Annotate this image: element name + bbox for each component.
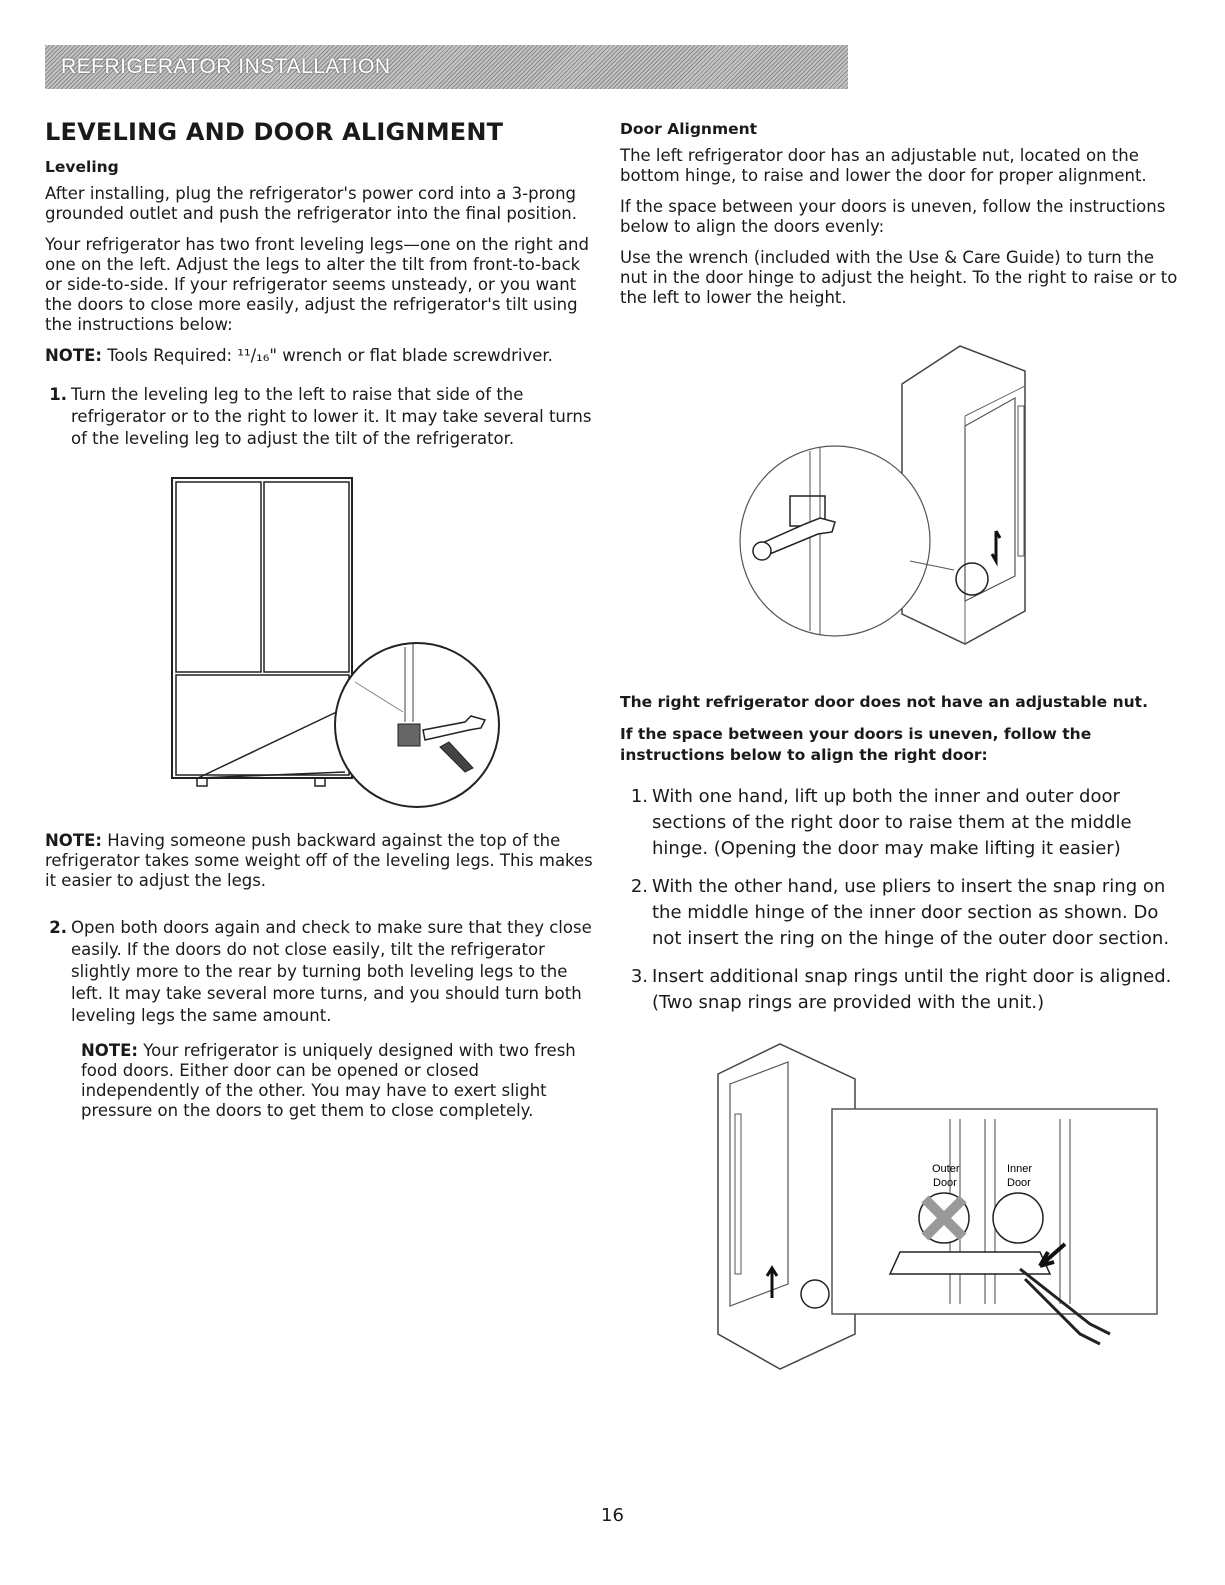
outer-door-label-2: Door [933,1177,957,1189]
left-door [176,482,261,672]
note-text: Having someone push backward against the top of the refrigerator takes some weight off of the leveling legs. This makes it easier to adjust the legs. [45,831,593,890]
note-fresh-food-doors [81,1041,600,1121]
right-door-steps [620,784,1180,1016]
step-number: 1. [630,786,648,807]
step-number: 3. [630,966,648,987]
step-text: With the other hand, use pliers to insert the snap ring on the middle hinge of the inner door section as shown. Do not insert the ring on the hinge of the outer door section. [652,876,1170,949]
inner-door-label-1: Inner [1007,1163,1033,1175]
note-label: NOTE: [45,831,102,850]
hinge-highlight-circle [956,563,988,595]
up-arrow-icon [767,1268,777,1298]
step-number: 2. [630,876,648,897]
door-alignment-subheading: Door Alignment [620,120,758,138]
note-label: NOTE: [45,346,102,365]
page-heading: LEVELING AND DOOR ALIGNMENT [45,118,504,146]
right-step-2 [620,874,1180,952]
left-column [45,110,600,1132]
right-door-note: The right refrigerator door does not have an adjustable nut. [620,693,1148,711]
hinge-highlight-circle [801,1280,829,1308]
door-hinge-nut-figure [620,326,1180,656]
leg-left [197,778,207,786]
section-banner [45,45,848,89]
step-number: 1. [49,385,67,404]
cross-mark-icon [919,1193,969,1243]
right-door [264,482,349,672]
banner-title: REFRIGERATOR INSTALLATION [61,55,391,78]
circle-mark-icon [993,1193,1043,1243]
step-text: Turn the leveling leg to the left to raise that side of the refrigerator or to the right to lower it. It may take several turns of the leveling leg to adjust the tilt of the refrigerator. [71,385,592,448]
step-text: Insert additional snap rings until the right door is aligned. (Two snap rings are provided with the unit.) [652,966,1172,1013]
right-step-1 [620,784,1180,862]
leveling-leg-figure [45,472,600,817]
note-text: Tools Required: ¹¹/₁₆" wrench or flat blade screwdriver. [101,346,553,365]
right-step-3 [620,964,1180,1016]
door-handle [1018,406,1024,556]
note-label: NOTE: [81,1041,138,1060]
right-door [730,1062,788,1306]
step-number: 2. [49,918,67,937]
right-column [620,110,1180,1374]
leveling-leg-icon [398,724,420,746]
alignment-para-1: The left refrigerator door has an adjustable nut, located on the bottom hinge, to raise and lower the door for proper alignment. [620,146,1147,185]
inner-door-label-2: Door [1007,1177,1031,1189]
note-tools [45,346,600,366]
freezer-drawer [176,675,349,775]
leveling-para-1: After installing, plug the refrigerator's power cord into a 3-prong grounded outlet and push the refrigerator into the final position. [45,184,577,223]
leg-right [315,778,325,786]
left-door [965,398,1015,601]
leveling-para-2: Your refrigerator has two front leveling legs—one on the right and one on the left. Adjust the legs to alter the tilt from front-to-back or side-to-side. If your refrigerator seems unsteady, or you want the doors to close more easily, adjust the refrigerator's tilt using the instructions below: [45,235,589,334]
outer-door-label-1: Outer [932,1163,960,1175]
fridge-outline [172,478,352,778]
page-number: 16 [601,1505,624,1526]
note-text: Your refrigerator is uniquely designed with two fresh food doors. Either door can be opened or closed independently of the other. You may have to exert slight pressure on the doors to get them to close completely. [81,1041,576,1120]
note-push-back [45,831,600,891]
leveling-subheading: Leveling [45,158,119,176]
right-door-instructions-intro: If the space between your doors is uneven, follow the instructions below to align the right door: [620,725,1092,764]
hinge-icon [890,1252,1050,1274]
step-1 [45,384,600,450]
snap-ring-figure [620,1034,1180,1374]
alignment-para-3: Use the wrench (included with the Use & Care Guide) to turn the nut in the door hinge to adjust the height. To the right to raise or to the left to lower the height. [620,248,1178,307]
door-handle [735,1114,741,1274]
fridge-outline [902,346,1025,644]
alignment-para-2: If the space between your doors is uneven, follow the instructions below to align the doors evenly: [620,197,1166,236]
up-arrow-icon [992,531,1000,561]
step-2 [45,917,600,1027]
step-text: Open both doors again and check to make sure that they close easily. If the doors do not close easily, tilt the refrigerator slightly more to the rear by turning both leveling legs to the left. It may take several more turns, and you should turn both leveling legs the same amount. [71,918,592,1025]
step-text: With one hand, lift up both the inner and outer door sections of the right door to raise them at the middle hinge. (Opening the door may make lifting it easier) [652,786,1132,859]
